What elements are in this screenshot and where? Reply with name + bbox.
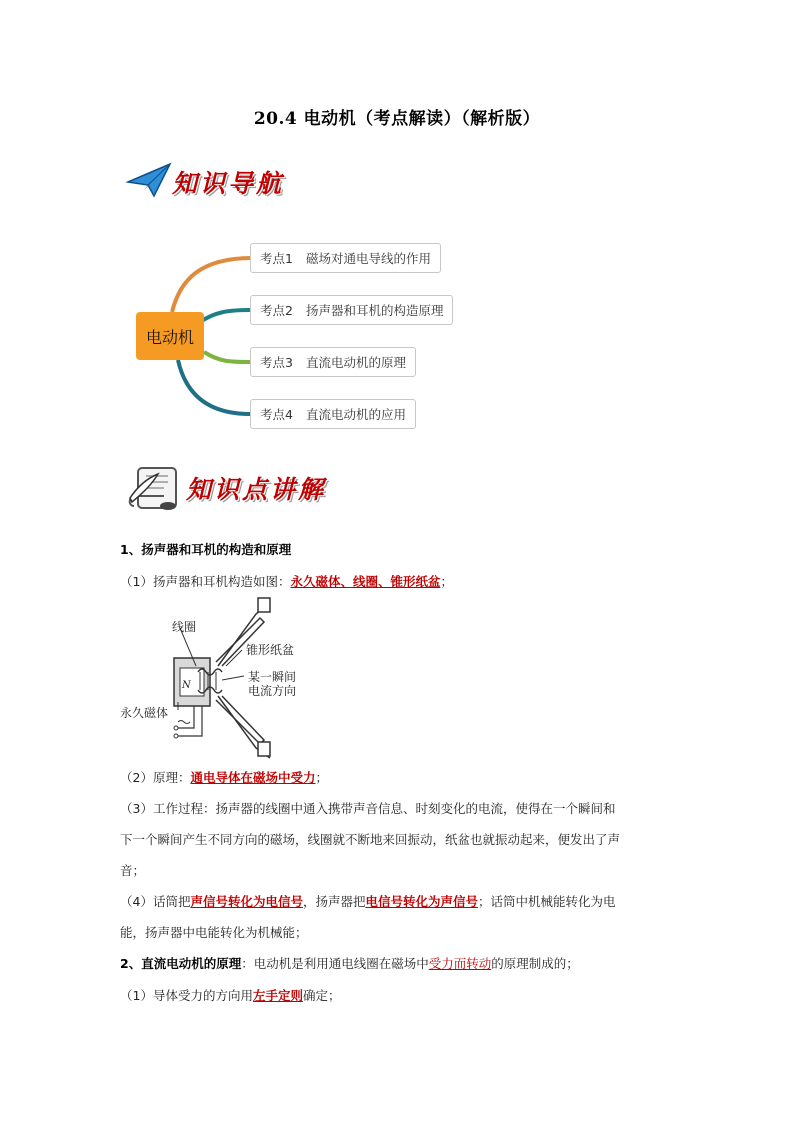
section1-heading: 1、扬声器和耳机的构造和原理 xyxy=(120,542,292,557)
node-text: 直流电动机的应用 xyxy=(305,407,406,422)
knowledge-points-banner: 知识点讲解 xyxy=(186,475,327,504)
text: ； xyxy=(315,770,328,785)
node-text: 磁场对通电导线的作用 xyxy=(305,251,431,266)
label-coil: 线圈 xyxy=(172,620,197,634)
n-pole-label: N xyxy=(182,680,191,691)
section1-p3-line3: 音； xyxy=(120,863,146,878)
label-cone: 锥形纸盆 xyxy=(246,643,295,657)
highlight: 通电导体在磁场中受力 xyxy=(190,770,316,785)
section1-p1 xyxy=(120,566,680,597)
mindmap-node-4 xyxy=(250,399,416,429)
text: ，扬声器把 xyxy=(302,894,366,909)
node-num: 考点3 xyxy=(260,355,293,370)
highlight: 电信号转化为声信号 xyxy=(365,894,478,909)
node-num: 考点2 xyxy=(260,303,293,318)
node-num: 考点1 xyxy=(260,251,293,266)
section1-p4-line2: 能，扬声器中电能转化为机械能； xyxy=(120,925,308,940)
mindmap-center: 电动机 xyxy=(136,312,204,360)
knowledge-nav-banner: 知识导航 xyxy=(172,169,285,198)
label-current-direction: 电流方向 xyxy=(248,684,297,698)
section1-p2 xyxy=(120,762,680,793)
text: ；话筒中机械能转化为电 xyxy=(478,894,616,909)
label-instant: 某一瞬间 xyxy=(248,670,297,684)
label-magnet: 永久磁体 xyxy=(120,706,169,720)
section1-p3-line1: （3）工作过程：扬声器的线圈中通入携带声音信息、时刻变化的电流，使得在一个瞬间和 xyxy=(120,801,616,816)
text: （1）导体受力的方向用 xyxy=(120,988,253,1003)
section2-p1 xyxy=(120,980,680,1011)
mindmap-node-2 xyxy=(250,295,453,325)
text: （4）话筒把 xyxy=(120,894,191,909)
page-title: 20.4 电动机（考点解读）（解析版） xyxy=(253,109,541,129)
text: ； xyxy=(440,574,453,589)
node-text: 直流电动机的原理 xyxy=(305,355,406,370)
highlight: 左手定则 xyxy=(252,988,303,1003)
highlight: 永久磁体、线圈、锥形纸盆 xyxy=(290,574,441,589)
mindmap-node-1 xyxy=(250,243,441,273)
section2-heading-line xyxy=(120,948,680,979)
text: （1）扬声器和耳机构造如图： xyxy=(120,574,291,589)
mindmap-node-3 xyxy=(250,347,416,377)
node-text: 扬声器和耳机的构造原理 xyxy=(305,303,444,318)
scroll-quill-icon xyxy=(124,462,184,514)
text: 的原理制成的； xyxy=(491,956,579,971)
section2-heading: 2、直流电动机的原理 xyxy=(120,956,242,971)
text: （2）原理： xyxy=(120,770,191,785)
node-num: 考点4 xyxy=(260,407,293,422)
section1-p4-line1 xyxy=(120,886,680,917)
text: 确定； xyxy=(302,988,341,1003)
highlight: 受力而转动 xyxy=(428,956,492,971)
section1-p3-line2: 下一个瞬间产生不同方向的磁场，线圈就不断地来回振动，纸盆也就振动起来，便发出了声 xyxy=(120,832,621,847)
text: ：电动机是利用通电线圈在磁场中 xyxy=(241,956,429,971)
highlight: 声信号转化为电信号 xyxy=(190,894,303,909)
